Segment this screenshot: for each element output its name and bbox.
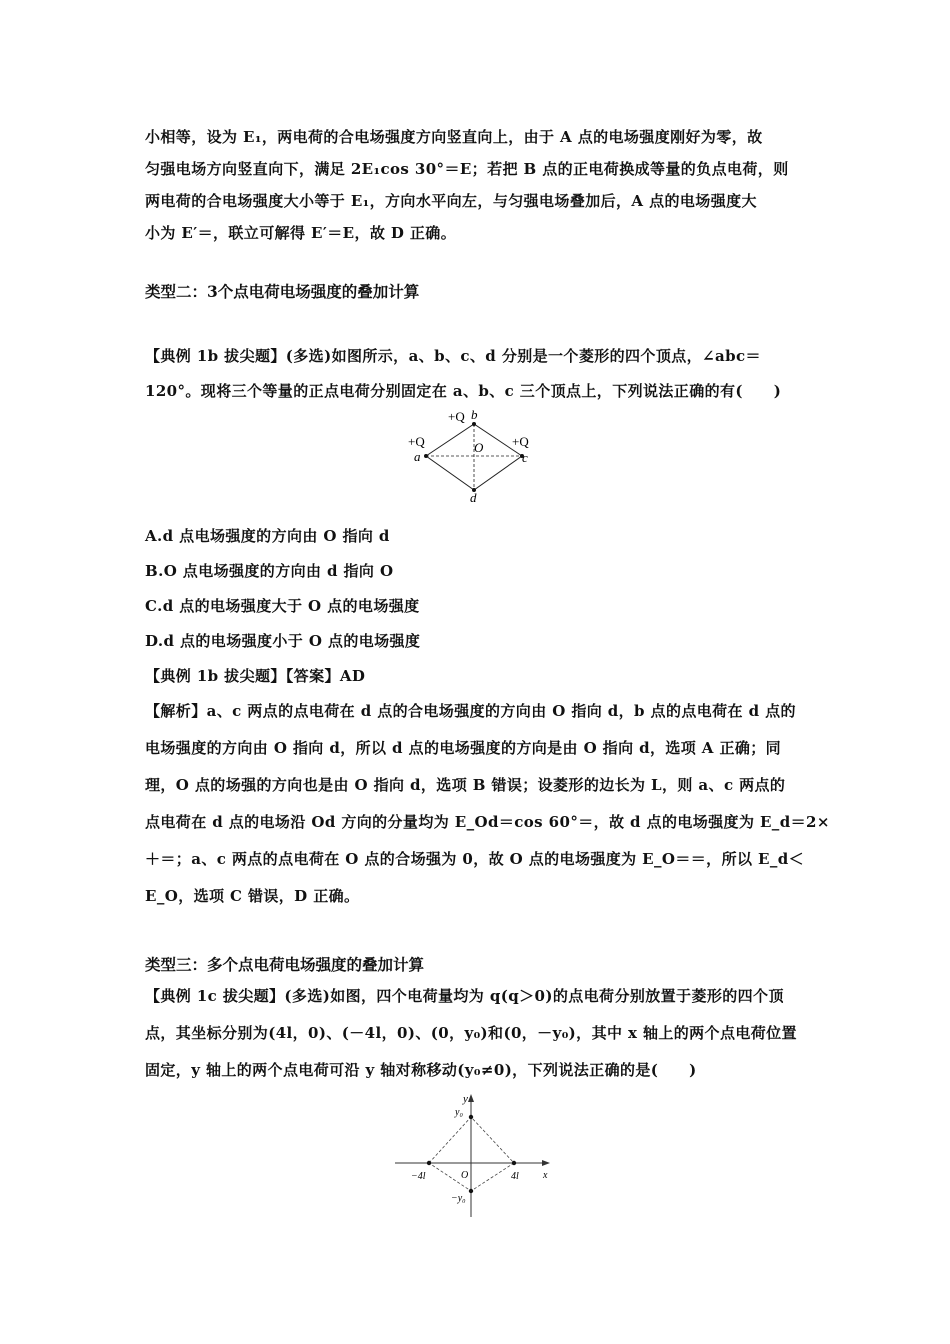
point-label: c: [522, 450, 528, 465]
option-c: C.d 点的电场强度大于 O 点的电场强度: [145, 597, 420, 615]
charge-label: +Q: [512, 434, 529, 449]
point-label: a: [414, 449, 421, 464]
section-heading: 类型二：3个点电荷电场强度的叠加计算: [145, 282, 420, 301]
question-line: 固定，y 轴上的两个点电荷可沿 y 轴对称移动(y₀≠0)，下列说法正确的是( ): [145, 1061, 697, 1079]
analysis-line: 【解析】a、c 两点的点电荷在 d 点的合电场强度的方向由 O 指向 d，b 点的点电荷在 d 点的: [145, 702, 796, 720]
point-label: b: [471, 407, 478, 422]
charge-label: +Q: [448, 409, 465, 424]
text-line: 小相等，设为 E₁，两电荷的合电场强度方向竖直向上，由于 A 点的电场强度刚好为零，故: [145, 128, 763, 146]
point-label: O: [474, 440, 484, 455]
text-line: 两电荷的合电场强度大小等于 E₁，方向水平向左，与匀强电场叠加后，A 点的电场强度大: [145, 192, 757, 210]
answer-line: 【典例 1b 拔尖题】【答案】AD: [145, 667, 366, 685]
coordinate-figure: [395, 1090, 560, 1220]
point-label: −4l: [411, 1171, 426, 1182]
text-line: 小为 E′＝，联立可解得 E′＝E，故 D 正确。: [145, 224, 457, 242]
analysis-line: E_O，选项 C 错误，D 正确。: [145, 887, 360, 905]
point-label: y₀: [455, 1107, 463, 1118]
point-label: O: [461, 1170, 469, 1181]
analysis-line: 电场强度的方向由 O 指向 d，所以 d 点的电场强度的方向是由 O 指向 d，选项 A 正确；同: [145, 739, 782, 757]
question-line: 120°。现将三个等量的正点电荷分别固定在 a、b、c 三个顶点上，下列说法正确的有( ): [145, 382, 782, 400]
point-label: 4l: [511, 1171, 519, 1182]
question-line: 【典例 1c 拔尖题】(多选)如图，四个电荷量均为 q(q＞0)的点电荷分别放置于菱形的四个顶: [145, 987, 784, 1005]
rhombus-figure: [408, 406, 548, 506]
charge-label: +Q: [408, 434, 425, 449]
question-line: 点，其坐标分别为(4l，0)、(－4l，0)、(0，y₀)和(0，－y₀)，其中 x 轴上的两个点电荷位置: [145, 1024, 797, 1042]
axis-label: x: [543, 1170, 548, 1181]
axis-label: y: [463, 1093, 468, 1105]
point-label: d: [470, 490, 477, 505]
analysis-line: 点电荷在 d 点的电场沿 Od 方向的分量均为 E_Od＝cos 60°＝，故 d 点的电场强度为 E_d＝2×: [145, 813, 830, 831]
option-d: D.d 点的电场强度小于 O 点的电场强度: [145, 632, 421, 650]
question-line: 【典例 1b 拔尖题】(多选)如图所示，a、b、c、d 分别是一个菱形的四个顶点，∠abc＝: [145, 347, 761, 365]
section-heading: 类型三：多个点电荷电场强度的叠加计算: [145, 955, 425, 974]
analysis-line: 理，O 点的场强的方向也是由 O 指向 d，选项 B 错误；设菱形的边长为 L，则 a、c 两点的: [145, 776, 786, 794]
text-line: 匀强电场方向竖直向下，满足 2E₁cos 30°＝E；若把 B 点的正电荷换成等量的负点电荷，则: [145, 160, 789, 178]
option-a: A.d 点电场强度的方向由 O 指向 d: [145, 527, 390, 545]
option-b: B.O 点电场强度的方向由 d 指向 O: [145, 562, 394, 580]
point-label: −y₀: [451, 1193, 466, 1204]
analysis-line: ＋＝；a、c 两点的点电荷在 O 点的合场强为 0，故 O 点的电场强度为 E_O＝＝，所以 E_d＜: [145, 850, 805, 868]
